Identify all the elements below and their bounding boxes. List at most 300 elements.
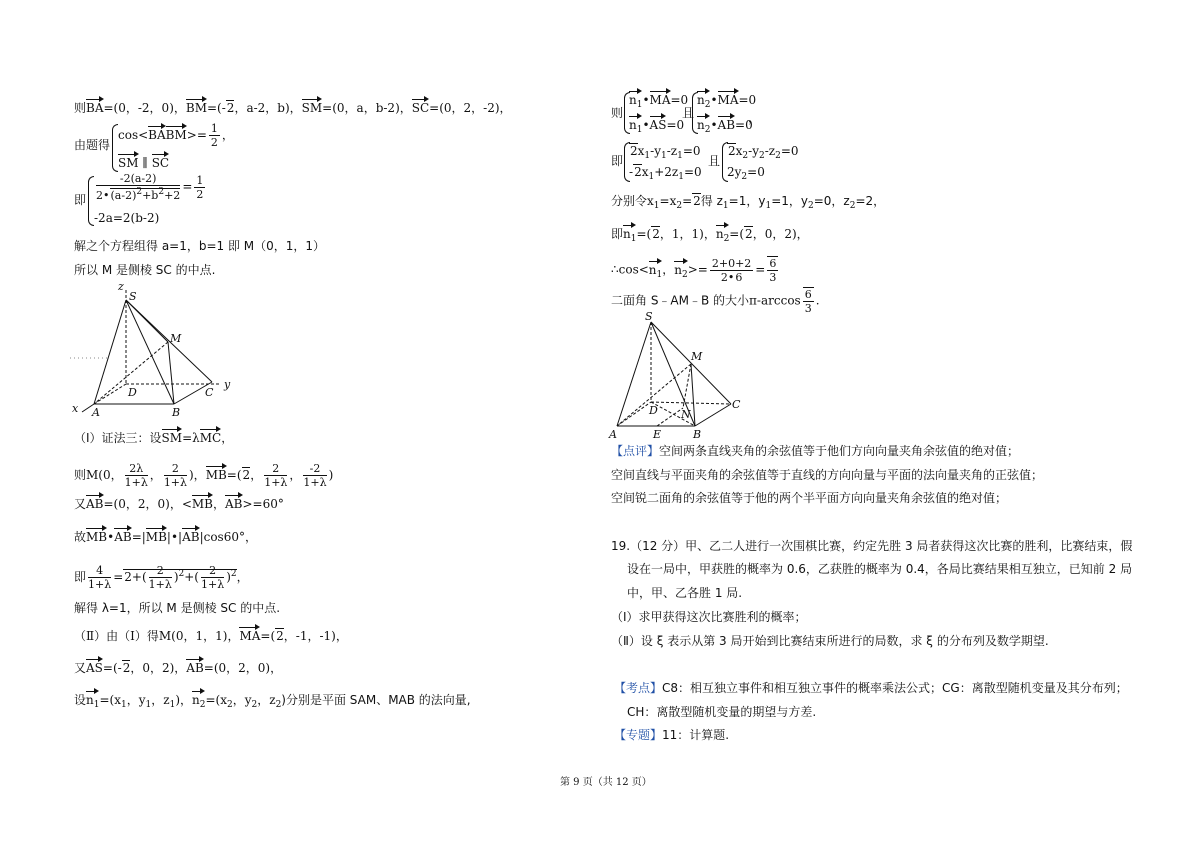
sqrt: 2 [652, 227, 660, 241]
subscript: 2 [251, 700, 258, 710]
subscript: 2 [704, 125, 711, 135]
vector-mb: MB [86, 530, 108, 544]
text: n [629, 118, 637, 132]
label-y: y [224, 378, 231, 391]
text: =( [226, 468, 242, 482]
text: -z [764, 144, 776, 158]
text: =0 [682, 144, 701, 158]
exponent: 2 [178, 569, 185, 579]
label-d: D [128, 386, 137, 399]
denominator: 2 [210, 136, 218, 149]
subscript: 2 [723, 234, 730, 244]
subscript: 1 [636, 125, 643, 135]
subscript: 1 [644, 151, 651, 161]
text: +2z [654, 165, 679, 179]
subscript: 1 [169, 700, 176, 710]
as-ab-line [74, 660, 282, 676]
text: x [647, 194, 654, 208]
denominator: 1+λ [148, 578, 172, 591]
text: ， [221, 431, 234, 445]
text: 即 [74, 570, 87, 584]
numerator: 6 [804, 288, 812, 301]
label-a: A [609, 428, 617, 440]
question-19-line-3: 中，甲、乙各胜 1 局. [627, 586, 743, 600]
text: >= [186, 128, 207, 142]
denominator: 1+λ [303, 476, 327, 489]
text: ，0，2)， [130, 661, 187, 675]
text: )， [189, 468, 206, 482]
denominator: 2 [196, 187, 204, 201]
and-text: 且 [708, 154, 721, 168]
text: =0 [735, 118, 753, 132]
comment-line-2: 空间直线与平面夹角的余弦值等于直线的方向向量与平面的法向量夹角的正弦值； [611, 468, 1044, 482]
text: x [641, 165, 649, 179]
pyramid-figure-1 [70, 280, 240, 420]
subscript: 1 [765, 201, 772, 211]
vector-definitions-line [74, 100, 512, 116]
vector-n1 [623, 226, 636, 247]
topic-line [614, 727, 729, 743]
label-z: z [118, 280, 124, 293]
vector-ab: AB [114, 530, 132, 544]
sqrt: 2 [634, 165, 642, 179]
label-e: E [653, 428, 662, 440]
text: =0 [683, 165, 702, 179]
dot-product-line [74, 529, 257, 545]
vector-n2 [697, 92, 710, 113]
text: =x [659, 194, 677, 208]
text: x [735, 144, 743, 158]
subscript: 1 [653, 201, 660, 211]
text: =1，y [771, 194, 808, 208]
numerator: 1 [210, 122, 218, 135]
text: =(0，2，0)， [203, 661, 283, 675]
edge-sc [651, 322, 731, 404]
subscript: 1 [630, 234, 637, 244]
label-m: M [170, 332, 182, 345]
text: |cos60°， [199, 530, 257, 544]
sqrt: 2 [226, 101, 235, 115]
text: n [629, 93, 637, 107]
text: 2• [720, 270, 735, 284]
system-prefix: 由题得 [74, 138, 111, 152]
text: • [710, 118, 718, 132]
edge-bc [695, 404, 731, 426]
system-prefix: 即 [74, 193, 87, 207]
text: 分别令 [611, 194, 648, 208]
text: =(0，-2，0)， [103, 101, 186, 115]
vector-ab: AB [717, 118, 736, 132]
system-row [629, 143, 701, 164]
text: =0 [747, 165, 765, 179]
fraction [164, 462, 187, 489]
text: cos< [118, 128, 149, 142]
exponent: 2 [158, 187, 165, 197]
vector-sc: SC [411, 101, 430, 115]
vector-n1 [629, 117, 642, 138]
text: 则M(0， [74, 468, 123, 482]
fraction [209, 122, 220, 149]
text: • [642, 118, 650, 132]
text: |•| [166, 530, 183, 544]
edge-ad [617, 402, 651, 426]
text: （Ⅱ）由（Ⅰ）得M(0，1，1)， [74, 629, 240, 643]
denominator [96, 186, 180, 202]
proof3-line [74, 430, 233, 446]
text: ∴cos< [611, 262, 649, 277]
system-prefix: 则 [611, 106, 624, 120]
label-s: S [129, 290, 137, 303]
system-row [118, 155, 169, 171]
vector-ma: MA [239, 629, 261, 643]
text: =(0，a，b-2)， [322, 101, 412, 115]
denominator: 3 [804, 302, 812, 315]
text: 则 [74, 101, 87, 115]
text: 得 z [700, 194, 723, 208]
subscript: 1 [93, 700, 100, 710]
text: n [623, 227, 631, 241]
edge-dc [651, 402, 731, 404]
vector-sm: SM [161, 431, 183, 445]
text: ∥ [138, 156, 152, 170]
text: =(- [102, 661, 122, 675]
numerator: 2 [201, 564, 224, 578]
exponent: 2 [136, 187, 143, 197]
ab-angle-line [74, 496, 284, 512]
system-row [629, 117, 684, 138]
vector-n2 [716, 226, 729, 247]
text: 故 [74, 530, 87, 544]
text: • [642, 93, 650, 107]
text: ， [221, 128, 234, 142]
subscript: 2 [849, 201, 856, 211]
fraction [194, 174, 205, 201]
text: • [107, 530, 115, 544]
numerator: 2 [149, 564, 172, 578]
system-prefix: 即 [611, 154, 624, 168]
text: = [682, 194, 693, 208]
substitution-line [611, 193, 885, 214]
vector-mb: MB [205, 468, 227, 482]
fraction [710, 257, 753, 284]
fraction [767, 256, 778, 284]
numerator: 1 [196, 173, 204, 187]
vector-n2 [697, 117, 710, 138]
comment-line-3: 空间锐二面角的余弦值等于他的两个半平面方向向量夹角余弦值的绝对值； [611, 491, 1008, 505]
text: n [192, 693, 200, 707]
vector-as: AS [649, 118, 667, 132]
text: =(x [205, 693, 227, 707]
sqrt: 2 [122, 661, 131, 675]
vector-mc: MC [199, 431, 222, 445]
label-b: B [693, 428, 702, 440]
text: n [715, 227, 724, 241]
text: >=60° [242, 497, 284, 511]
text: ，1，1)， [659, 227, 716, 241]
conclusion-line: 所以 M 是侧棱 SC 的中点. [74, 263, 216, 277]
text: ， [250, 468, 263, 482]
text: =| [131, 530, 146, 544]
exponent: 2 [230, 569, 237, 579]
vector-ab: AB [225, 497, 243, 511]
numerator: 2 [164, 462, 187, 476]
text: )， [175, 693, 192, 707]
subscript: 1 [722, 201, 729, 211]
subscript: 1 [636, 100, 643, 110]
text: =0 [666, 118, 685, 132]
fraction [96, 172, 180, 202]
text: =( [636, 227, 652, 241]
text: ，a-2，b)， [234, 101, 302, 115]
text: 即 [611, 227, 624, 241]
sqrt: 2 [242, 468, 251, 482]
text: ，-1，-1)， [283, 629, 348, 643]
text: 2y [727, 165, 742, 179]
system-row [727, 164, 765, 185]
text: n [697, 118, 705, 132]
numerator: -2(a-2) [96, 172, 180, 186]
text: • [710, 93, 718, 107]
text: n [674, 262, 683, 277]
text: ， [213, 497, 226, 511]
edge-mb [168, 342, 174, 404]
text: C8：相互独立事件和相互独立事件的概率乘法公式；CG：离散型随机变量及其分布列； [662, 681, 1128, 695]
solution-line: 解之个方程组得 a=1，b=1 即 M（0，1，1） [74, 239, 326, 253]
text: =0，z [813, 194, 850, 208]
text: 11：计算题. [662, 728, 730, 742]
text: ， [748, 111, 761, 125]
sqrt: 2 [276, 629, 284, 643]
text: +2 [164, 189, 181, 202]
text: 二面角 S﹣AM﹣B 的大小 [611, 293, 750, 308]
sqrt: 2 [728, 144, 736, 158]
subscript: 1 [678, 172, 684, 182]
comment-line-1 [611, 443, 1019, 459]
vector-n2 [674, 262, 687, 283]
fraction [264, 462, 287, 489]
topic-tag: 【专题】 [614, 728, 663, 742]
numerator: 2 [264, 462, 287, 476]
text: =( [729, 227, 745, 241]
equation-line [74, 564, 249, 591]
text: =1，y [728, 194, 766, 208]
text: ，z [151, 693, 170, 707]
label-m: M [691, 350, 703, 363]
text: ， [662, 262, 675, 277]
question-19-line-2: 设在一局中，甲获胜的概率为 0.6，乙获胜的概率为 0.4，各局比赛结果相互独立，已知前 2 局 [627, 562, 1133, 576]
text: = [755, 262, 766, 277]
text: -y [650, 144, 661, 158]
sqrt: 2 [693, 194, 701, 208]
text: 2+( [124, 570, 147, 584]
label-d: D [649, 404, 658, 417]
text: 设 [74, 693, 87, 707]
sqrt: 6 [735, 270, 743, 284]
sqrt: 2 [630, 144, 638, 158]
text: 2• [96, 189, 110, 202]
subscript: 2 [807, 201, 814, 211]
denominator: 1+λ [124, 476, 148, 489]
fraction [803, 287, 814, 315]
text: - [629, 165, 634, 179]
text: （I）证法三：设 [74, 431, 162, 445]
numerator: 2+0+2 [711, 256, 752, 270]
system-row [727, 143, 799, 164]
numerator: 2λ [125, 462, 148, 476]
text: n [697, 93, 705, 107]
page-footer: 第 9 页（共 12 页） [560, 777, 652, 788]
text: ，z [257, 693, 276, 707]
text: =(0，2，0)，< [103, 497, 192, 511]
text: n [86, 693, 94, 707]
vector: BA [148, 128, 166, 142]
sqrt [110, 188, 181, 202]
text: +b [142, 189, 159, 202]
subscript: 2 [759, 151, 765, 161]
subscript: 2 [742, 151, 749, 161]
lambda-solution-line: 解得 λ=1，所以 M 是侧棱 SC 的中点. [74, 601, 281, 615]
text: ， [149, 468, 162, 482]
subscript: 2 [199, 700, 206, 710]
system-row [697, 117, 753, 138]
denominator: 1+λ [264, 476, 288, 489]
subscript: 2 [676, 201, 683, 211]
subscript: 1 [648, 172, 655, 182]
knowledge-tag: 【考点】 [614, 681, 663, 695]
fraction [201, 564, 224, 591]
text: =0 [780, 144, 799, 158]
text: ， [236, 570, 249, 584]
knowledge-point-line [614, 680, 1128, 696]
text: =( [260, 629, 276, 643]
pyramid-figure-2 [605, 308, 755, 440]
system-row [94, 172, 207, 202]
system-row [629, 164, 702, 185]
subscript: 1 [121, 700, 127, 710]
text: ) [173, 570, 179, 584]
knowledge-point-line-2: CH：离散型随机变量的期望与方差. [627, 705, 817, 719]
text: =(- [207, 101, 226, 115]
denominator: 1+λ [88, 578, 112, 591]
vector: SC [151, 156, 170, 170]
comment-tag: 【点评】 [611, 444, 660, 458]
text: π-arccos [749, 293, 801, 308]
fraction [125, 462, 148, 489]
label-c: C [732, 398, 741, 411]
question-19-part-1: （Ⅰ）求甲获得这次比赛胜利的概率； [611, 610, 807, 624]
text: +( [184, 570, 199, 584]
fraction [149, 564, 172, 591]
label-b: B [172, 406, 181, 419]
subscript: 2 [775, 151, 781, 161]
vector-bm: BM [185, 101, 207, 115]
text: =0 [670, 93, 689, 107]
numerator: 4 [88, 564, 111, 578]
text: ，y [126, 693, 146, 707]
vector-mb: MB [145, 530, 167, 544]
cosine-line [611, 256, 780, 284]
text: . [815, 293, 820, 308]
denominator: 1+λ [163, 476, 187, 489]
text: ) [226, 570, 231, 584]
question-19-line-1: 19.（12 分）甲、乙二人进行一次围棋比赛，约定先胜 3 局者获得这次比赛的胜利，比赛结束，假 [611, 539, 1133, 553]
subscript: 2 [704, 100, 711, 110]
text: =(0，2，-2)， [429, 101, 512, 115]
text: -z [666, 144, 678, 158]
vector-ab: AB [86, 497, 104, 511]
part2-ma-line [74, 628, 348, 644]
vector: BM [165, 128, 187, 142]
text: 又 [74, 661, 87, 675]
vector-mb: MB [191, 497, 213, 511]
text: >= [687, 262, 708, 277]
vector-n1 [629, 92, 642, 113]
text: =0 [738, 93, 757, 107]
vector: SM [118, 156, 139, 170]
vector-as: AS [86, 661, 103, 675]
label-s: S [645, 310, 653, 323]
label-c: C [205, 386, 214, 399]
subscript: 1 [677, 151, 683, 161]
text: ，0，2)， [752, 227, 809, 241]
text: n [648, 262, 657, 277]
vector-ab: AB [182, 530, 200, 544]
denominator: 1+λ [201, 578, 225, 591]
system-row [629, 92, 688, 113]
vector-ma: MA [649, 93, 671, 107]
subscript: 1 [145, 700, 152, 710]
normal-vectors-line [74, 692, 471, 713]
text: ， [289, 468, 302, 482]
subscript: 2 [682, 269, 688, 280]
text: =λ [182, 431, 200, 445]
text: 又 [74, 497, 87, 511]
vector-ma: MA [717, 93, 739, 107]
subscript: 1 [656, 269, 663, 280]
text: ，y [232, 693, 252, 707]
sqrt: 2 [745, 227, 753, 241]
edge-sa [617, 322, 651, 426]
text: =2， [855, 194, 886, 208]
vector-sm: SM [301, 101, 323, 115]
question-19-part-2: （Ⅱ）设 ξ 表示从第 3 局开始到比赛结束所进行的局数，求 ξ 的分布列及数学期望. [611, 634, 1049, 648]
m-coordinates-line [74, 462, 333, 489]
normal-values-line [611, 226, 809, 247]
text: = [113, 570, 124, 584]
text: -y [748, 144, 759, 158]
vector-ab: AB [186, 661, 204, 675]
vector-n2 [192, 692, 205, 713]
subscript: 1 [661, 151, 667, 161]
system-row: -2a=2(b-2) [94, 211, 160, 225]
text: = [182, 179, 193, 194]
fraction [88, 564, 111, 591]
label-n: N [681, 408, 691, 421]
label-a: A [92, 406, 100, 419]
text: )分别是平面 SAM、MAB 的法向量, [281, 693, 471, 707]
label-x: x [72, 402, 79, 415]
text: x [637, 144, 645, 158]
numerator: 6 [769, 257, 777, 270]
subscript: 2 [226, 700, 233, 710]
vector-n1 [649, 262, 662, 283]
and-text: 且 [682, 106, 695, 120]
text: ) [328, 468, 334, 482]
fraction [303, 462, 326, 489]
denominator [710, 271, 753, 284]
text: (a-2) [110, 189, 137, 202]
vector-ba: BA [86, 101, 104, 115]
